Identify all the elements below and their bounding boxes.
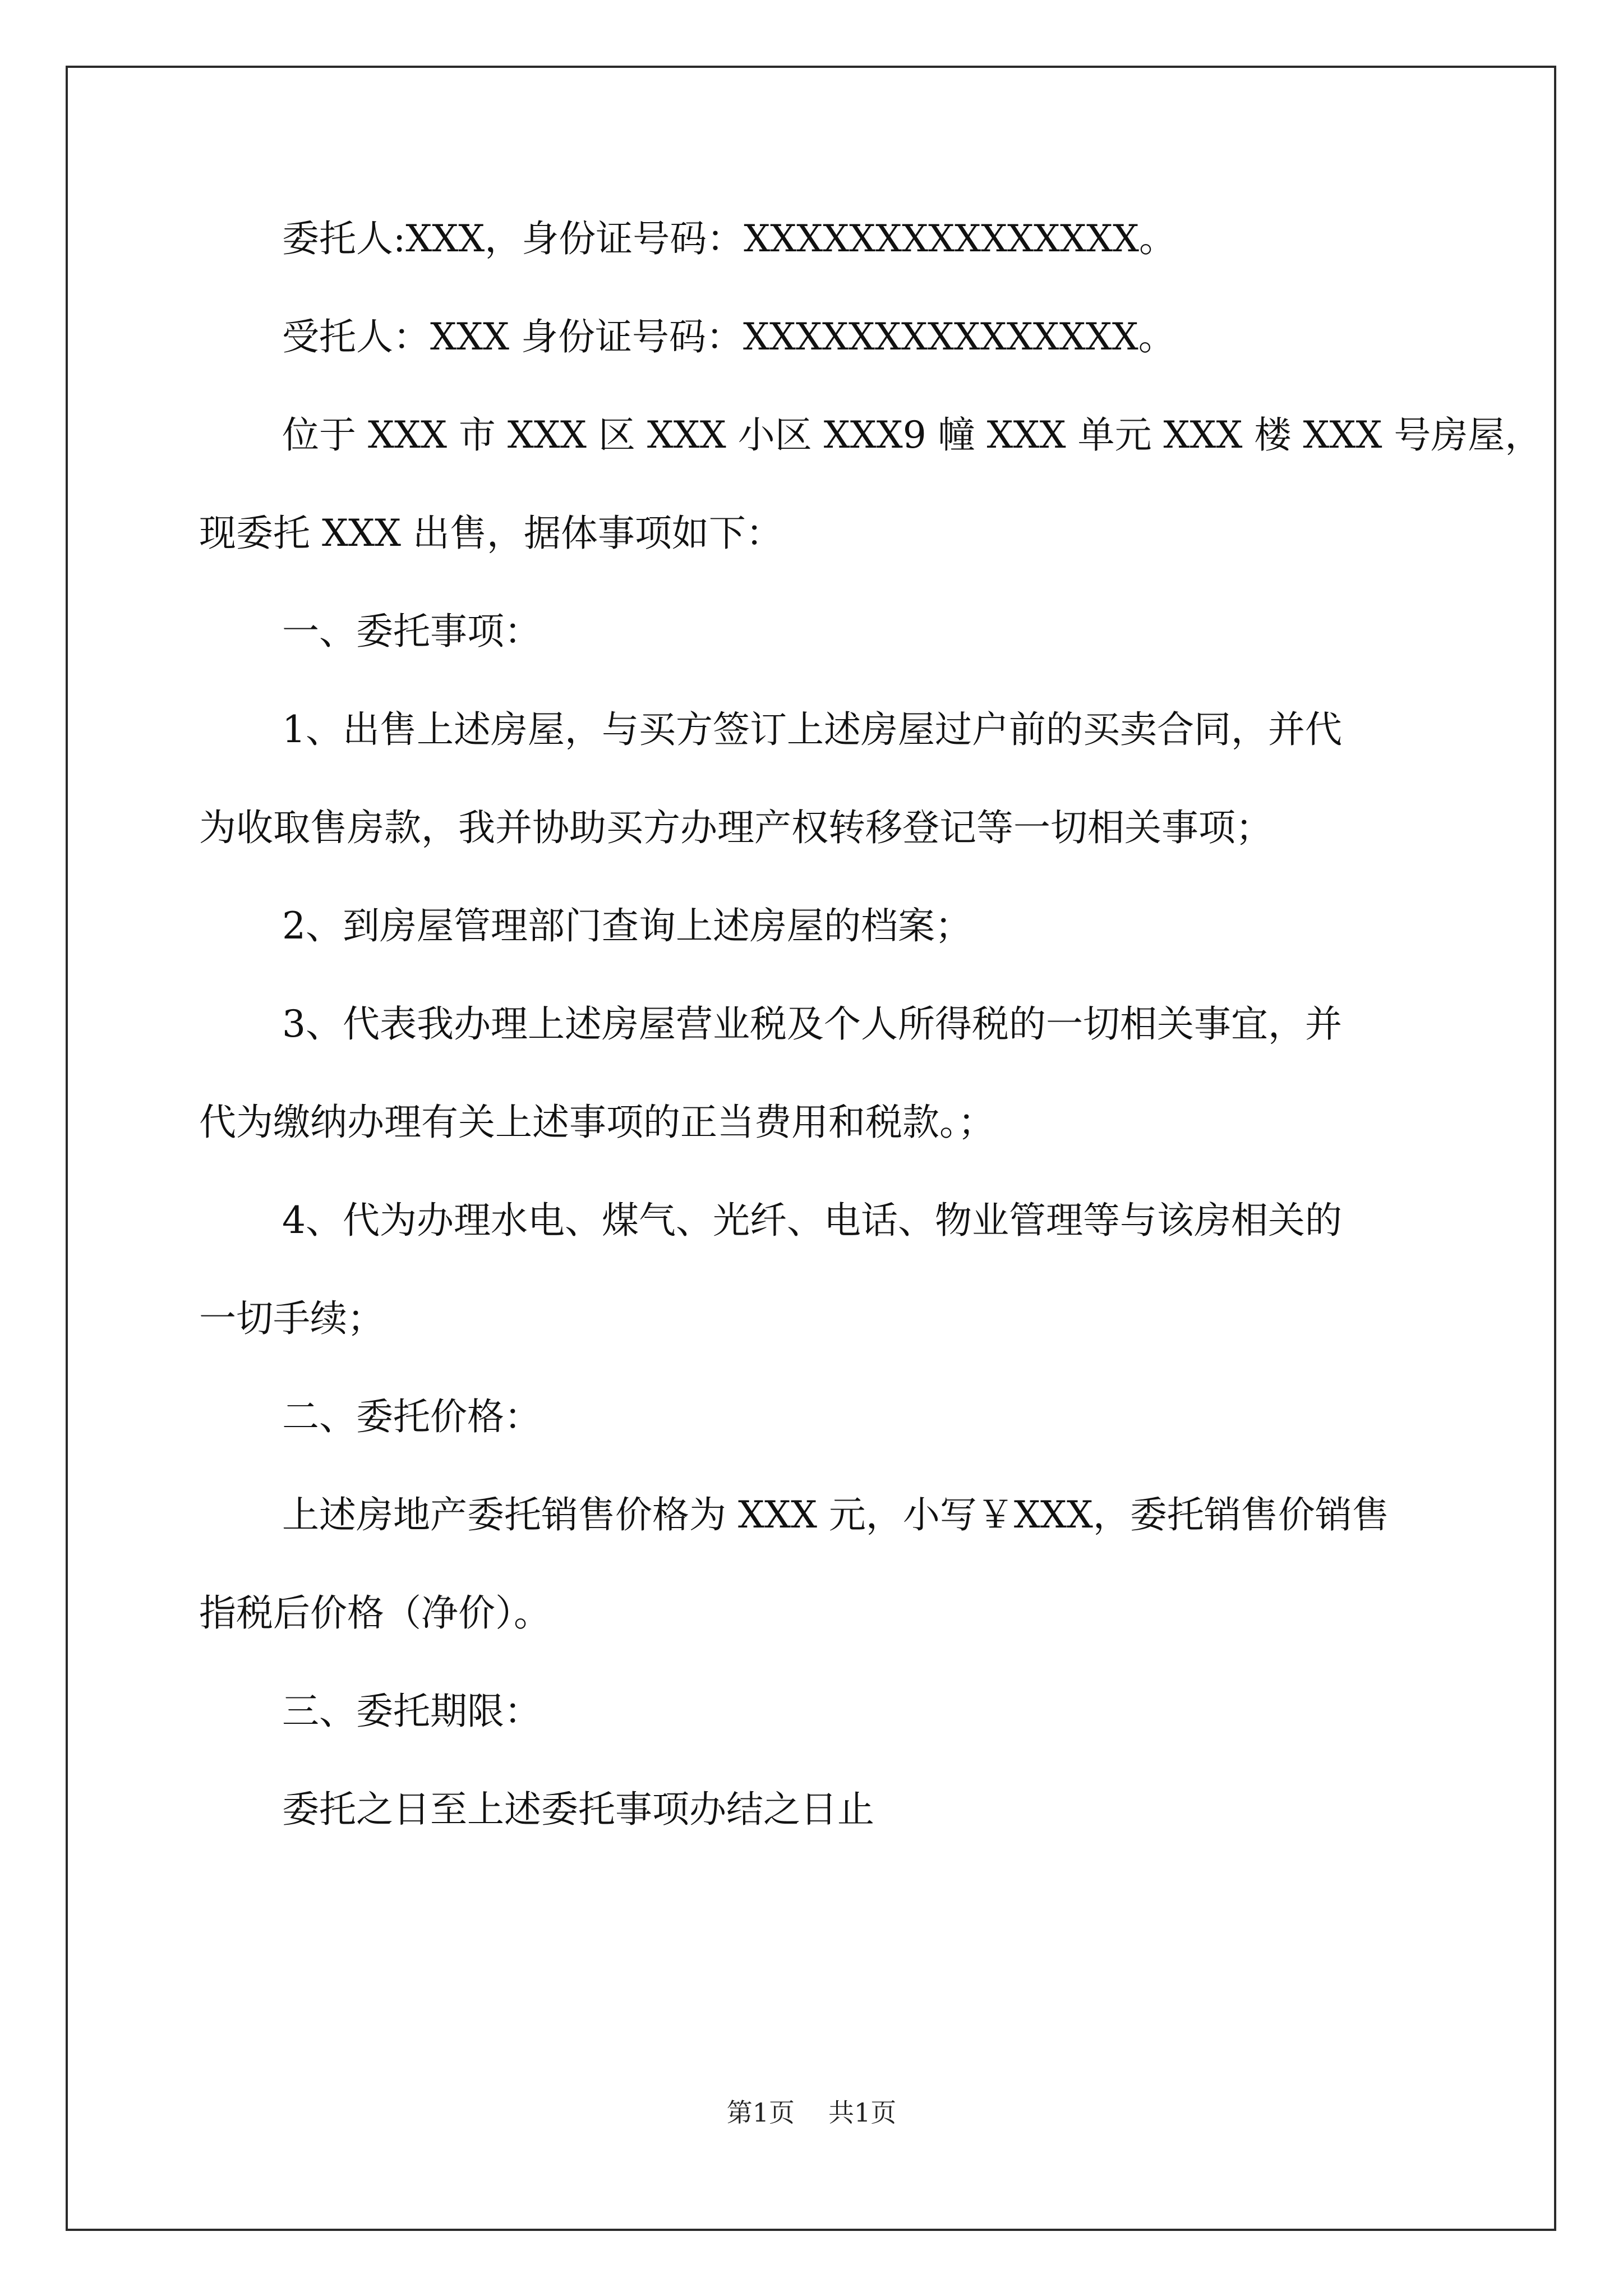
paragraph-line: 受托人：XXX 身份证号码：XXXXXXXXXXXXXXX。 — [282, 315, 1175, 358]
paragraph-agent — [199, 315, 1175, 358]
list-item-1-cont — [199, 806, 1272, 849]
paragraph-line: 1、出售上述房屋，与买方签订上述房屋过户前的买卖合同，并代 — [282, 708, 1342, 751]
paragraph-line: 委托之日至上述委托事项办结之日止 — [282, 1788, 874, 1831]
document-body — [199, 217, 1542, 1831]
paragraph-line: 指税后价格（净价）。 — [199, 1591, 551, 1635]
list-item-2 — [199, 904, 972, 947]
list-item-3-cont — [199, 1101, 995, 1144]
paragraph-line: 三、委托期限： — [282, 1690, 541, 1733]
paragraph-line: 上述房地产委托销售价格为 XXX 元，小写￥XXX，委托销售价销售 — [282, 1493, 1389, 1536]
list-item-3 — [199, 1002, 1342, 1046]
paragraph-line: 二、委托价格： — [282, 1395, 541, 1438]
list-item-4 — [199, 1199, 1342, 1242]
page-number-current: 第1页 — [726, 2097, 795, 2128]
paragraph-principal — [199, 217, 1433, 260]
heading-section-2 — [199, 1395, 541, 1438]
paragraph-term — [199, 1788, 874, 1831]
paragraph-line: 代为缴纳办理有关上述事项的正当费用和税款。； — [199, 1101, 995, 1144]
paragraph-line: 一切手续； — [199, 1297, 384, 1340]
paragraph-line: 一、委托事项： — [282, 610, 541, 653]
paragraph-line: 位于 XXX 市 XXX 区 XXX 小区 XXX9 幢 XXX 单元 XXX 楼 XXX 号房屋， — [282, 413, 1542, 457]
paragraph-line: 为收取售房款，我并协助买方办理产权转移登记等一切相关事项； — [199, 806, 1272, 849]
paragraph-price — [199, 1493, 1389, 1536]
list-item-4-cont — [199, 1297, 384, 1340]
page-number-total: 共1页 — [828, 2097, 897, 2128]
heading-section-1 — [199, 610, 541, 653]
paragraph-line: 委托人:XXX，身份证号码：XXXXXXXXXXXXXXX。 — [282, 217, 1176, 260]
heading-section-3 — [199, 1690, 541, 1733]
page-border — [66, 66, 1556, 2231]
paragraph-property-cont — [199, 512, 783, 555]
page-footer — [0, 2092, 1623, 2129]
paragraph-property — [199, 413, 1542, 457]
paragraph-line: 4、代为办理水电、煤气、光纤、电话、物业管理等与该房相关的 — [282, 1199, 1342, 1242]
paragraph-price-cont — [199, 1591, 551, 1635]
paragraph-line: 3、代表我办理上述房屋营业税及个人所得税的一切相关事宜，并 — [282, 1002, 1342, 1046]
list-item-1 — [199, 708, 1342, 751]
paragraph-line: 2、到房屋管理部门查询上述房屋的档案； — [282, 904, 972, 947]
paragraph-line: 现委托 XXX 出售，据体事项如下： — [199, 512, 783, 555]
